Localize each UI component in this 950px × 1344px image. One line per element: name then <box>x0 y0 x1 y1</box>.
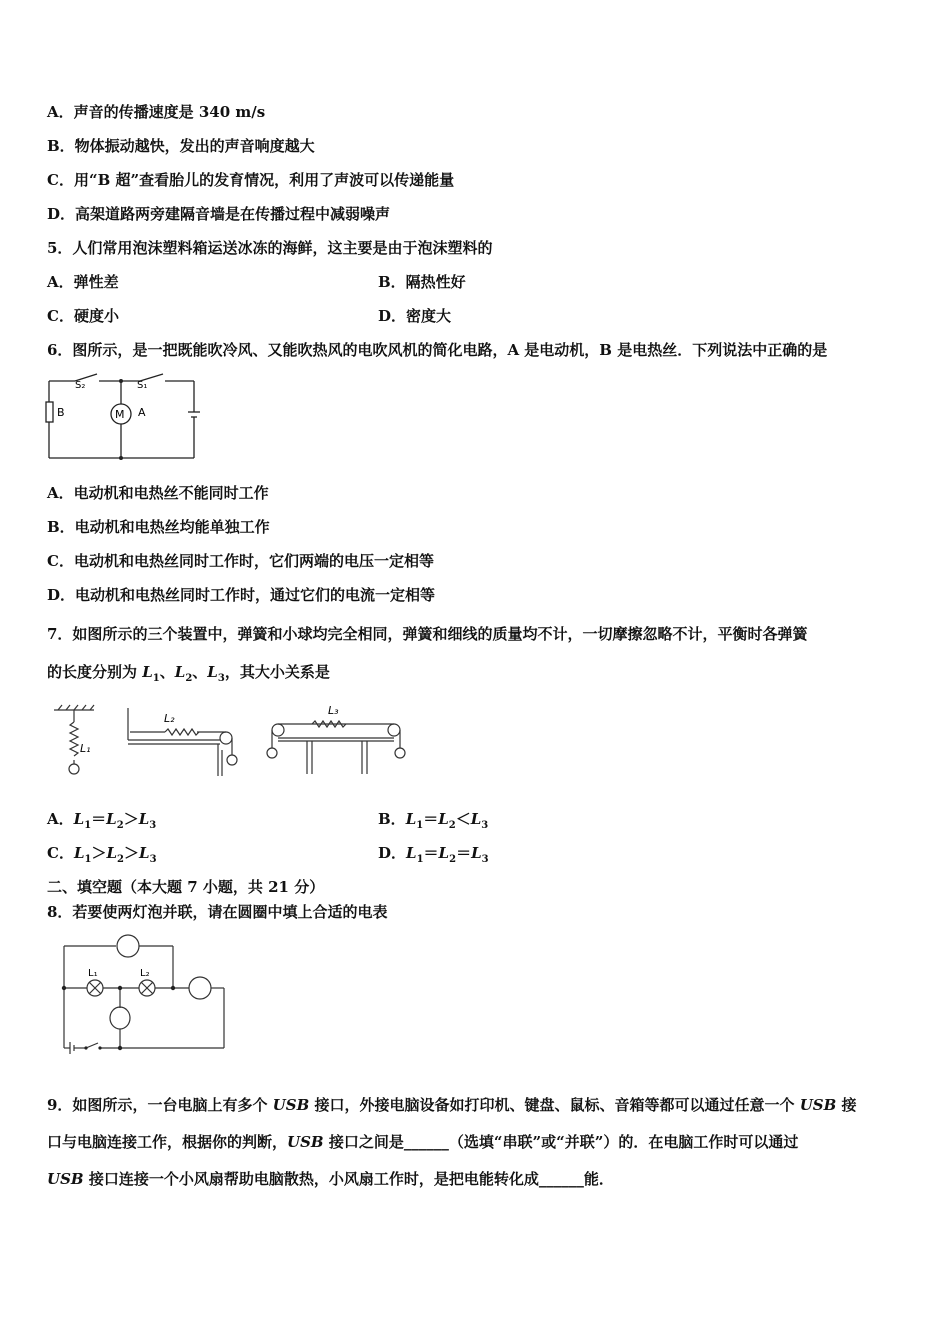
q8-fig-l2: L₂ <box>140 968 150 979</box>
q6-fig-b: B <box>57 406 65 419</box>
q7-stem-line2: 的长度分别为 $L_1$、$L_2$、$L_3$，其大小关系是 <box>47 663 330 684</box>
q4-option-c: C．用“B 超”查看胎儿的发育情况，利用了声波可以传递能量 <box>47 171 455 189</box>
q4-option-b: B．物体振动越快，发出的声音响度越大 <box>47 137 315 155</box>
q7-option-c: C．$L_1>L_2>L_3$ <box>47 844 157 865</box>
q7-fig-l1: L₁ <box>80 742 91 755</box>
q6-option-c: C．电动机和电热丝同时工作时，它们两端的电压一定相等 <box>47 552 434 570</box>
q8-fig-l1: L₁ <box>88 968 98 979</box>
q6-fig-s1: S₁ <box>137 380 148 391</box>
q7-stem-line1: 7．如图所示的三个装置中，弹簧和小球均完全相同，弹簧和细线的质量均不计，一切摩擦忽略不计，平衡时各弹簧 <box>47 625 808 643</box>
q6-option-d: D．电动机和电热丝同时工作时，通过它们的电流一定相等 <box>47 586 436 604</box>
q7-option-b: B．$L_1=L_2<L_3$ <box>378 810 489 831</box>
q8-circuit-figure <box>58 930 230 1056</box>
q6-option-b: B．电动机和电热丝均能单独工作 <box>47 518 270 536</box>
q5-option-d: D．密度大 <box>378 307 452 325</box>
q7-option-d: D．$L_1=L_2=L_3$ <box>378 844 489 865</box>
q6-stem: 6．图所示，是一把既能吹冷风、又能吹热风的电吹风机的简化电路，A 是电动机，B 是电热丝．下列说法中正确的是 <box>47 341 828 359</box>
section-2-heading: 二、填空题（本大题 7 小题，共 21 分） <box>47 878 325 896</box>
q9-line2: 口与电脑连接工作，根据你的判断，USB 接口之间是______（选填“串联”或“并联”）的．在电脑工作时可以通过 <box>47 1133 799 1151</box>
q4-option-a: A．声音的传播速度是 340 m/s <box>47 103 266 121</box>
q4-option-d: D．高架道路两旁建隔音墙是在传播过程中减弱噪声 <box>47 205 391 223</box>
q7-fig-l3: L₃ <box>328 704 339 717</box>
q7-fig-l2: L₂ <box>164 712 175 725</box>
q9-line3: USB 接口连接一个小风扇帮助电脑散热，小风扇工作时，是把电能转化成______能． <box>47 1170 614 1188</box>
q6-fig-a: A <box>138 406 146 419</box>
q6-fig-s2: S₂ <box>75 380 86 391</box>
q8-stem: 8．若要使两灯泡并联，请在圆圈中填上合适的电表 <box>47 903 388 921</box>
q5-stem: 5．人们常用泡沫塑料箱运送冰冻的海鲜，这主要是由于泡沫塑料的 <box>47 239 493 257</box>
q5-option-c: C．硬度小 <box>47 307 119 325</box>
q6-circuit-figure <box>45 372 205 464</box>
q7-spring-figure <box>50 700 410 780</box>
q5-option-a: A．弹性差 <box>47 273 119 291</box>
q6-fig-m: M <box>115 408 125 421</box>
q5-option-b: B．隔热性好 <box>378 273 466 291</box>
q9-line1: 9．如图所示，一台电脑上有多个 USB 接口，外接电脑设备如打印机、键盘、鼠标、音箱等都可以通过任意一个 USB 接 <box>47 1096 857 1114</box>
q7-option-a: A．$L_1=L_2>L_3$ <box>47 810 157 831</box>
q6-option-a: A．电动机和电热丝不能同时工作 <box>47 484 269 502</box>
